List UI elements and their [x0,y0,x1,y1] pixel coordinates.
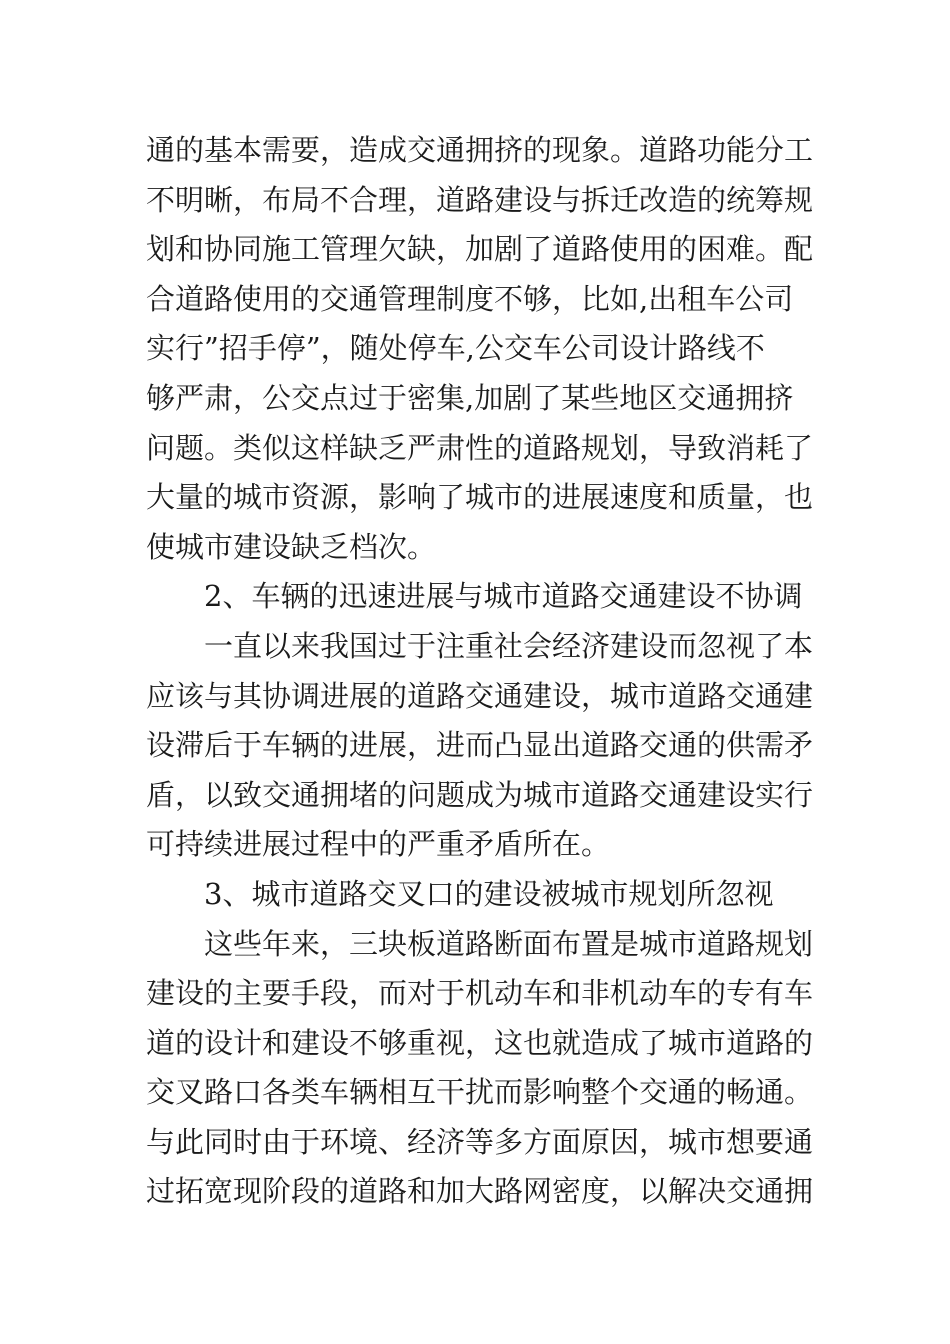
text-line: 设滞后于车辆的进展，进而凸显出道路交通的供需矛 [146,728,814,763]
text-line: 一直以来我国过于注重社会经济建设而忽视了本 [204,628,814,663]
text-line: 划和协同施工管理欠缺，加剧了道路使用的困难。配 [146,232,814,267]
text-line: 问题。类似这样缺乏严肃性的道路规划，导致消耗了 [146,430,814,465]
text-line: 通的基本需要，造成交通拥挤的现象。道路功能分工 [146,133,814,167]
document-body-text [146,126,814,1217]
text-line: 盾，以致交通拥堵的问题成为城市道路交通建设实行 [146,777,814,812]
text-line: 过拓宽现阶段的道路和加大路网密度，以解决交通拥 [146,1174,814,1209]
text-line: 不明晰，布局不合理，道路建设与拆迁改造的统筹规 [146,182,814,217]
text-line: 够严肃，公交点过于密集,加剧了某些地区交通拥挤 [146,380,794,415]
text-line: 交叉路口各类车辆相互干扰而影响整个交通的畅通。 [146,1075,814,1110]
text-line: 3、城市道路交叉口的建设被城市规划所忽视 [204,876,774,911]
text-line: 建设的主要手段，而对于机动车和非机动车的专有车 [146,976,814,1011]
text-line: 可持续进展过程中的严重矛盾所在。 [146,827,611,862]
text-line: 与此同时由于环境、经济等多方面原因，城市想要通 [146,1124,814,1159]
text-line: 道的设计和建设不够重视，这也就造成了城市道路的 [146,1025,814,1060]
text-line: 合道路使用的交通管理制度不够，比如,出租车公司 [146,281,794,316]
text-line: 大量的城市资源，影响了城市的进展速度和质量，也 [146,480,814,515]
text-line: 实行”招手停”，随处停车,公交车公司设计路线不 [146,331,765,366]
text-line: 使城市建设缺乏档次。 [146,529,437,564]
text-line: 2、车辆的迅速进展与城市道路交通建设不协调 [204,579,803,614]
text-line: 这些年来，三块板道路断面布置是城市道路规划 [204,926,814,961]
text-line: 应该与其协调进展的道路交通建设，城市道路交通建 [146,678,814,713]
